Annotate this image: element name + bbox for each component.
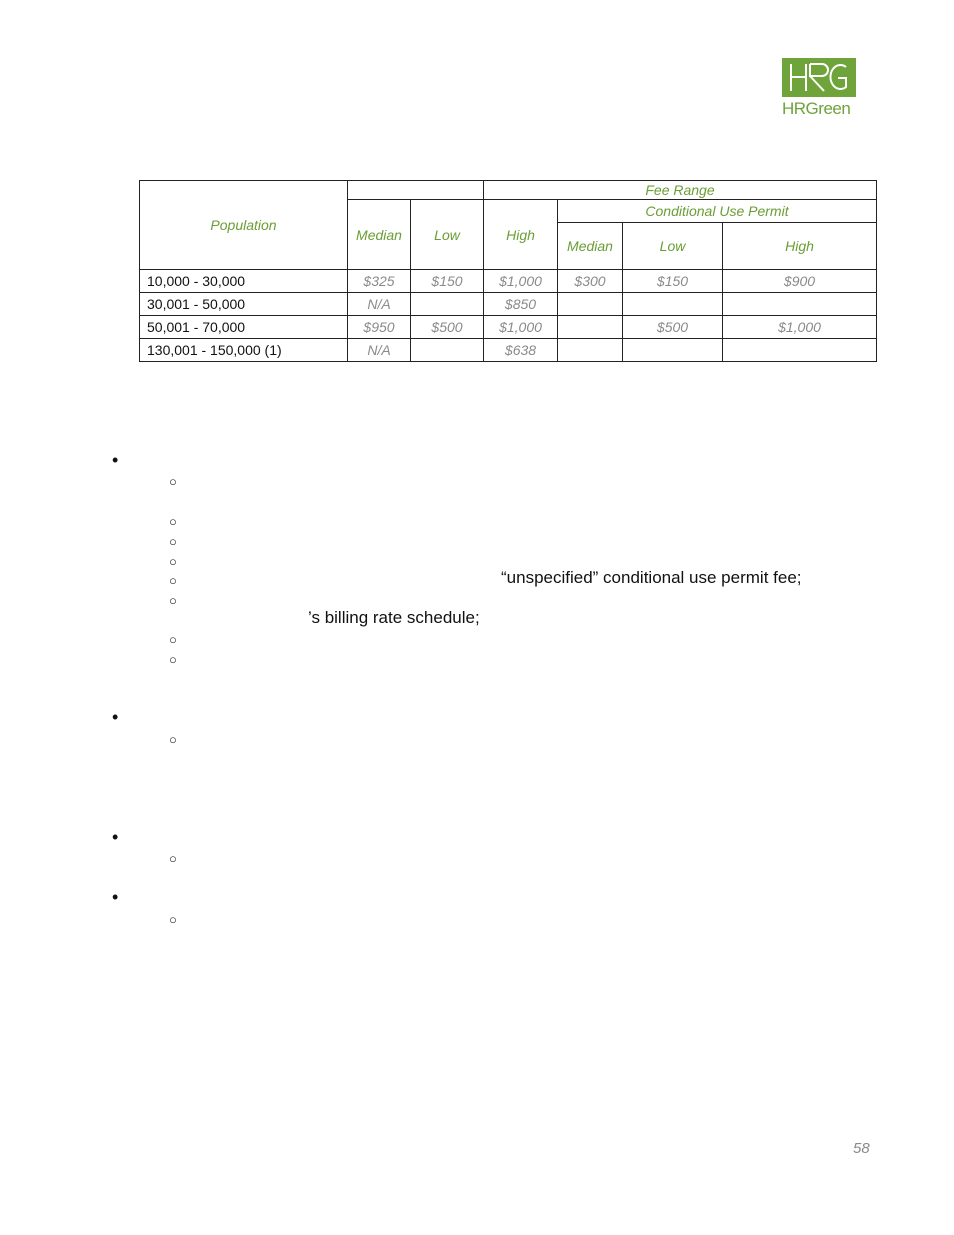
bullet-dot: • — [112, 450, 119, 470]
bullet-circle: ○ — [169, 732, 177, 747]
bullet-circle: ○ — [169, 554, 177, 569]
cup-low-cell: $500 — [623, 316, 723, 339]
cup-header-high: High — [723, 223, 877, 270]
hrg-monogram — [782, 58, 856, 97]
cup-low-cell — [623, 293, 723, 316]
median-cell: $950 — [348, 316, 411, 339]
bullet-circle: ○ — [169, 593, 177, 608]
blank-header-cell — [348, 181, 484, 200]
population-cell: 10,000 - 30,000 — [140, 270, 348, 293]
header-median: Median — [348, 200, 411, 270]
cup-median-cell — [558, 293, 623, 316]
population-cell: 30,001 - 50,000 — [140, 293, 348, 316]
header-high: High — [484, 200, 558, 270]
header-low: Low — [411, 200, 484, 270]
cup-low-cell: $150 — [623, 270, 723, 293]
bullet-circle: ○ — [169, 534, 177, 549]
low-cell — [411, 293, 484, 316]
high-cell: $850 — [484, 293, 558, 316]
unspecified-fee-text: “unspecified” conditional use permit fee; — [501, 568, 802, 587]
billing-rate-text: ’s billing rate schedule; — [308, 608, 480, 627]
cup-low-cell — [623, 339, 723, 362]
page-number: 58 — [853, 1140, 870, 1157]
bullet-circle: ○ — [169, 514, 177, 529]
population-cell: 130,001 - 150,000 (1) — [140, 339, 348, 362]
bullet-dot: • — [112, 887, 119, 907]
hrgreen-logo — [782, 58, 858, 119]
bullet-circle: ○ — [169, 652, 177, 667]
table-row — [140, 293, 877, 316]
fee-range-header: Fee Range — [484, 181, 877, 200]
table-row — [140, 316, 877, 339]
population-cell: 50,001 - 70,000 — [140, 316, 348, 339]
cup-high-cell: $900 — [723, 270, 877, 293]
bullet-dot: • — [112, 707, 119, 727]
bullet-circle: ○ — [169, 851, 177, 866]
cup-header: Conditional Use Permit — [558, 200, 877, 223]
high-cell: $1,000 — [484, 270, 558, 293]
median-cell: N/A — [348, 339, 411, 362]
high-cell: $638 — [484, 339, 558, 362]
cup-header-median: Median — [558, 223, 623, 270]
low-cell — [411, 339, 484, 362]
cup-high-cell — [723, 293, 877, 316]
cup-median-cell — [558, 316, 623, 339]
cup-high-cell — [723, 339, 877, 362]
cup-median-cell: $300 — [558, 270, 623, 293]
bullet-dot: • — [112, 827, 119, 847]
low-cell: $150 — [411, 270, 484, 293]
low-cell: $500 — [411, 316, 484, 339]
median-cell: $325 — [348, 270, 411, 293]
cup-high-cell: $1,000 — [723, 316, 877, 339]
table-row — [140, 339, 877, 362]
bullet-circle: ○ — [169, 573, 177, 588]
bullet-circle: ○ — [169, 632, 177, 647]
high-cell: $1,000 — [484, 316, 558, 339]
table-row — [140, 270, 877, 293]
median-cell: N/A — [348, 293, 411, 316]
fee-range-table — [139, 180, 877, 362]
logo-wordmark: HRGreen — [782, 99, 851, 118]
bullet-circle: ○ — [169, 474, 177, 489]
population-header: Population — [140, 181, 348, 270]
cup-median-cell — [558, 339, 623, 362]
bullet-circle: ○ — [169, 912, 177, 927]
cup-header-low: Low — [623, 223, 723, 270]
